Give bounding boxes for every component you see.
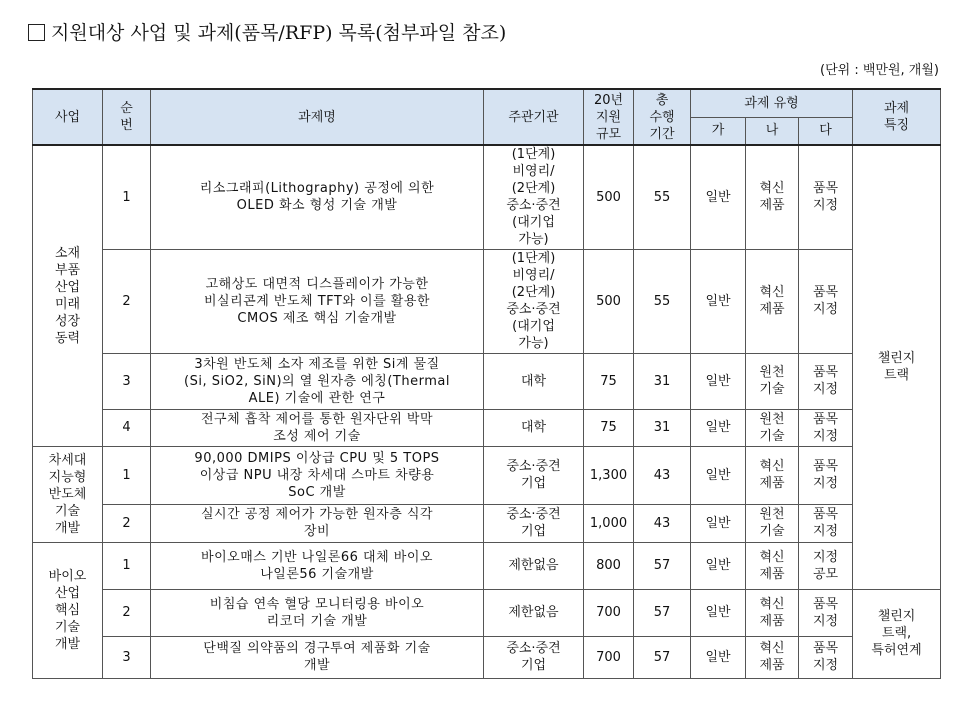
group-cell: 소재 부품 산업 미래 성장 동력	[33, 145, 103, 446]
row-agency: (1단계) 비영리/ (2단계) 중소·중견 (대기업 가능)	[484, 145, 584, 249]
row-no: 3	[103, 636, 151, 678]
row-type-da: 품목 지정	[799, 409, 853, 446]
row-no: 4	[103, 409, 151, 446]
table-row	[33, 589, 941, 636]
row-type-da: 품목 지정	[799, 249, 853, 353]
row-period: 31	[634, 353, 691, 409]
row-scale: 1,000	[584, 504, 634, 542]
row-period: 43	[634, 504, 691, 542]
row-type-ga: 일반	[691, 353, 746, 409]
feature-cell: 챌린지 트랙	[853, 145, 941, 589]
header-topic: 과제명	[151, 89, 484, 145]
row-topic: 리소그래피(Lithography) 공정에 의한 OLED 화소 형성 기술 개발	[151, 145, 484, 249]
row-no: 1	[103, 145, 151, 249]
row-topic: 단백질 의약품의 경구투여 제품화 기술 개발	[151, 636, 484, 678]
row-scale: 75	[584, 409, 634, 446]
row-scale: 500	[584, 249, 634, 353]
row-type-na: 원천 기술	[746, 409, 799, 446]
row-type-na: 혁신 제품	[746, 636, 799, 678]
row-scale: 1,300	[584, 446, 634, 504]
row-scale: 500	[584, 145, 634, 249]
row-type-ga: 일반	[691, 636, 746, 678]
table-row	[33, 409, 941, 446]
row-type-ga: 일반	[691, 589, 746, 636]
row-no: 1	[103, 446, 151, 504]
table-row	[33, 145, 941, 249]
header-scale: 20년 지원 규모	[584, 89, 634, 145]
header-period: 총 수행 기간	[634, 89, 691, 145]
group-cell: 차세대 지능형 반도체 기술 개발	[33, 446, 103, 542]
row-type-na: 혁신 제품	[746, 249, 799, 353]
row-agency: (1단계) 비영리/ (2단계) 중소·중견 (대기업 가능)	[484, 249, 584, 353]
row-no: 1	[103, 542, 151, 589]
row-type-da: 품목 지정	[799, 589, 853, 636]
row-type-da: 품목 지정	[799, 636, 853, 678]
row-type-da: 품목 지정	[799, 145, 853, 249]
row-topic: 전구체 흡착 제어를 통한 원자단위 박막 조성 제어 기술	[151, 409, 484, 446]
header-order: 순 번	[103, 89, 151, 145]
row-topic: 3차원 반도체 소자 제조를 위한 Si계 물질 (Si, SiO2, SiN)의 열 원자층 에칭(Thermal ALE) 기술에 관한 연구	[151, 353, 484, 409]
row-period: 31	[634, 409, 691, 446]
table-row	[33, 636, 941, 678]
document-title	[28, 18, 506, 45]
row-agency: 제한없음	[484, 589, 584, 636]
row-type-na: 혁신 제품	[746, 589, 799, 636]
title-text: 지원대상 사업 및 과제(품목/RFP) 목록(첨부파일 참조)	[51, 22, 507, 44]
row-agency: 중소·중견 기업	[484, 446, 584, 504]
row-topic: 실시간 공정 제어가 가능한 원자층 식각 장비	[151, 504, 484, 542]
row-type-na: 원천 기술	[746, 353, 799, 409]
row-type-ga: 일반	[691, 446, 746, 504]
header-agency: 주관기관	[484, 89, 584, 145]
row-agency: 중소·중견 기업	[484, 504, 584, 542]
row-no: 3	[103, 353, 151, 409]
row-scale: 75	[584, 353, 634, 409]
header-feature: 과제 특징	[853, 89, 941, 145]
row-period: 55	[634, 249, 691, 353]
row-type-ga: 일반	[691, 145, 746, 249]
row-type-na: 원천 기술	[746, 504, 799, 542]
row-topic: 바이오매스 기반 나일론66 대체 바이오 나일론56 기술개발	[151, 542, 484, 589]
row-scale: 700	[584, 636, 634, 678]
row-type-na: 혁신 제품	[746, 145, 799, 249]
row-period: 55	[634, 145, 691, 249]
table-row	[33, 353, 941, 409]
row-no: 2	[103, 504, 151, 542]
row-period: 57	[634, 589, 691, 636]
checkbox-square-icon	[28, 24, 45, 41]
row-agency: 대학	[484, 409, 584, 446]
row-type-ga: 일반	[691, 249, 746, 353]
row-scale: 800	[584, 542, 634, 589]
row-period: 57	[634, 542, 691, 589]
row-topic: 고해상도 대면적 디스플레이가 가능한 비실리콘계 반도체 TFT와 이를 활용한 CMOS 제조 핵심 기술개발	[151, 249, 484, 353]
row-no: 2	[103, 589, 151, 636]
row-type-na: 혁신 제품	[746, 542, 799, 589]
row-topic: 비침습 연속 혈당 모니터링용 바이오 리코더 기술 개발	[151, 589, 484, 636]
unit-note: (단위 : 백만원, 개월)	[820, 63, 939, 78]
header-type: 과제 유형	[691, 89, 853, 117]
row-period: 57	[634, 636, 691, 678]
project-list-table	[32, 88, 941, 679]
header-business: 사업	[33, 89, 103, 145]
row-agency: 대학	[484, 353, 584, 409]
row-type-ga: 일반	[691, 409, 746, 446]
row-agency: 중소·중견 기업	[484, 636, 584, 678]
header-type-na: 나	[746, 117, 799, 145]
row-period: 43	[634, 446, 691, 504]
row-scale: 700	[584, 589, 634, 636]
row-type-da: 품목 지정	[799, 446, 853, 504]
row-no: 2	[103, 249, 151, 353]
row-agency: 제한없음	[484, 542, 584, 589]
feature-cell: 챌린지 트랙, 특허연계	[853, 589, 941, 678]
row-type-da: 품목 지정	[799, 504, 853, 542]
table-row	[33, 542, 941, 589]
header-type-da: 다	[799, 117, 853, 145]
row-type-da: 지정 공모	[799, 542, 853, 589]
row-type-da: 품목 지정	[799, 353, 853, 409]
header-type-ga: 가	[691, 117, 746, 145]
group-cell: 바이오 산업 핵심 기술 개발	[33, 542, 103, 678]
row-type-na: 혁신 제품	[746, 446, 799, 504]
table-row	[33, 504, 941, 542]
row-topic: 90,000 DMIPS 이상급 CPU 및 5 TOPS 이상급 NPU 내장 차세대 스마트 차량용 SoC 개발	[151, 446, 484, 504]
table-row	[33, 249, 941, 353]
table-row	[33, 446, 941, 504]
row-type-ga: 일반	[691, 542, 746, 589]
row-type-ga: 일반	[691, 504, 746, 542]
